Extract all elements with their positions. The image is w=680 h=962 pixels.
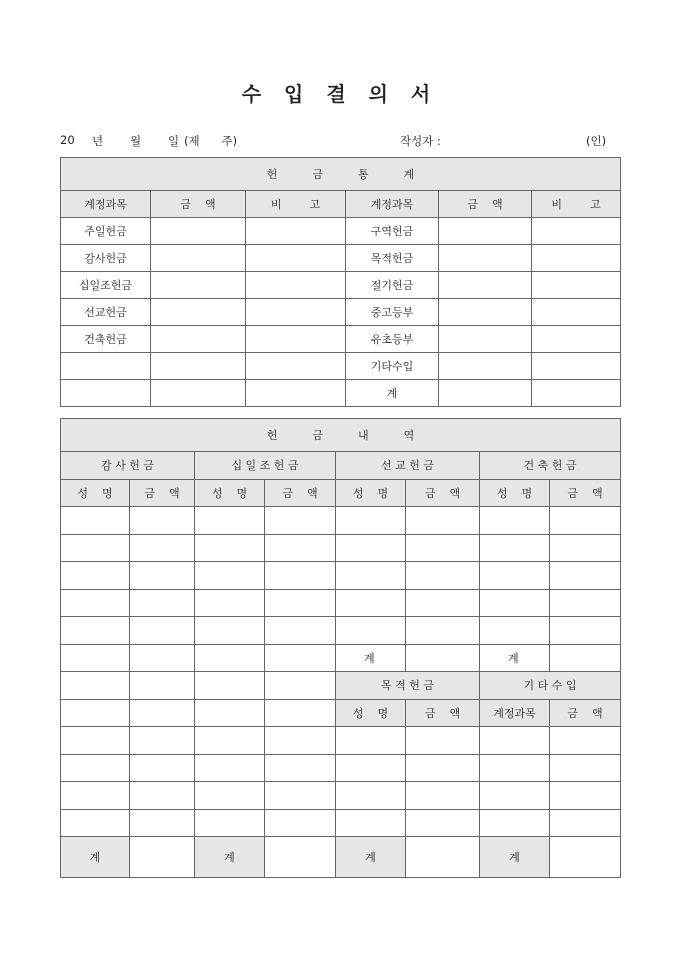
sum-amount-field[interactable] bbox=[439, 380, 532, 407]
thanks-sum-field[interactable] bbox=[130, 837, 195, 878]
account-header: 계정과목 bbox=[480, 699, 550, 727]
entry-cell[interactable] bbox=[130, 534, 195, 562]
entry-cell[interactable] bbox=[265, 809, 336, 837]
sum-label: 계 bbox=[346, 380, 439, 407]
entry-cell[interactable] bbox=[550, 534, 621, 562]
table-row bbox=[61, 272, 621, 299]
entry-cell[interactable] bbox=[265, 562, 336, 590]
note-field[interactable] bbox=[532, 380, 621, 407]
entry-cell[interactable] bbox=[265, 754, 336, 782]
other-sum-label: 계 bbox=[480, 837, 550, 878]
entry-cell[interactable] bbox=[265, 589, 336, 617]
account-cell: 선교헌금 bbox=[61, 299, 151, 326]
seal-label: (인) bbox=[586, 134, 607, 148]
entry-cell[interactable] bbox=[406, 589, 480, 617]
date-year-prefix: 20 bbox=[60, 133, 75, 147]
entry-cell[interactable] bbox=[61, 727, 130, 755]
other-sum-field[interactable] bbox=[550, 837, 621, 878]
table-row bbox=[61, 299, 621, 326]
table-row bbox=[61, 644, 621, 672]
account-cell: 기타수입 bbox=[346, 353, 439, 380]
entry-cell[interactable] bbox=[195, 782, 265, 810]
entry-cell[interactable] bbox=[265, 782, 336, 810]
amount-header: 금 액 bbox=[130, 479, 195, 507]
amount-field[interactable] bbox=[151, 326, 246, 353]
amount-field[interactable] bbox=[151, 353, 246, 380]
entry-cell[interactable] bbox=[265, 644, 336, 672]
note-field[interactable] bbox=[246, 380, 346, 407]
entry-cell[interactable] bbox=[550, 754, 621, 782]
amount-header: 금 액 bbox=[406, 479, 480, 507]
cash-stats-header-row bbox=[61, 191, 621, 218]
entry-cell[interactable] bbox=[195, 589, 265, 617]
entry-cell[interactable] bbox=[130, 617, 195, 645]
entry-cell[interactable] bbox=[550, 617, 621, 645]
entry-cell[interactable] bbox=[336, 809, 406, 837]
group-mission-offering: 선 교 헌 금 bbox=[336, 452, 480, 480]
entry-cell[interactable] bbox=[195, 754, 265, 782]
cash-details-table bbox=[60, 418, 621, 878]
entry-cell[interactable] bbox=[550, 782, 621, 810]
account-cell: 유초등부 bbox=[346, 326, 439, 353]
table-row bbox=[61, 589, 621, 617]
table-row bbox=[61, 617, 621, 645]
amount-field[interactable] bbox=[151, 218, 246, 245]
entry-cell[interactable] bbox=[336, 727, 406, 755]
entry-cell[interactable] bbox=[265, 507, 336, 535]
building-sum-label: 계 bbox=[480, 644, 550, 672]
amount-field[interactable] bbox=[439, 218, 532, 245]
col-header-amount: 금 액 bbox=[439, 191, 532, 218]
entry-cell[interactable] bbox=[265, 534, 336, 562]
entry-cell[interactable] bbox=[195, 699, 265, 727]
note-field[interactable] bbox=[532, 299, 621, 326]
note-field[interactable] bbox=[246, 326, 346, 353]
group-purpose-offering: 목 적 헌 금 bbox=[336, 672, 480, 700]
entry-cell[interactable] bbox=[550, 507, 621, 535]
col-header-note: 비 고 bbox=[532, 191, 621, 218]
entry-cell[interactable] bbox=[265, 617, 336, 645]
entry-cell[interactable] bbox=[550, 809, 621, 837]
entry-cell[interactable] bbox=[130, 672, 195, 700]
group-thanks-offering: 감 사 헌 금 bbox=[61, 452, 195, 480]
entry-cell[interactable] bbox=[195, 644, 265, 672]
name-header: 성 명 bbox=[336, 479, 406, 507]
entry-cell[interactable] bbox=[130, 782, 195, 810]
amount-field[interactable] bbox=[439, 353, 532, 380]
account-cell: 목적헌금 bbox=[346, 245, 439, 272]
table-row bbox=[61, 245, 621, 272]
entry-cell[interactable] bbox=[130, 589, 195, 617]
entry-cell[interactable] bbox=[480, 589, 550, 617]
sum-row bbox=[61, 837, 621, 878]
purpose-sum-field[interactable] bbox=[406, 837, 480, 878]
account-cell: 구역헌금 bbox=[346, 218, 439, 245]
account-cell: 감사헌금 bbox=[61, 245, 151, 272]
entry-cell[interactable] bbox=[61, 672, 130, 700]
note-field[interactable] bbox=[532, 326, 621, 353]
note-field[interactable] bbox=[532, 272, 621, 299]
col-header-account: 계정과목 bbox=[346, 191, 439, 218]
entry-cell[interactable] bbox=[130, 644, 195, 672]
entry-cell[interactable] bbox=[406, 507, 480, 535]
table-row bbox=[61, 218, 621, 245]
tithe-sum-label: 계 bbox=[195, 837, 265, 878]
account-cell: 주일헌금 bbox=[61, 218, 151, 245]
col-header-note: 비 고 bbox=[246, 191, 346, 218]
table-row bbox=[61, 507, 621, 535]
entry-cell[interactable] bbox=[406, 754, 480, 782]
thanks-sum-label: 계 bbox=[61, 837, 130, 878]
sub-header-row bbox=[61, 479, 621, 507]
note-field[interactable] bbox=[246, 353, 346, 380]
entry-cell[interactable] bbox=[61, 754, 130, 782]
group-tithe: 십 일 조 헌 금 bbox=[195, 452, 336, 480]
entry-cell[interactable] bbox=[406, 809, 480, 837]
entry-cell[interactable] bbox=[195, 534, 265, 562]
entry-cell[interactable] bbox=[265, 727, 336, 755]
entry-cell[interactable] bbox=[195, 727, 265, 755]
date-month-label: 월 bbox=[130, 134, 142, 148]
account-cell: 중고등부 bbox=[346, 299, 439, 326]
cash-stats-title: 헌 금 통 계 bbox=[61, 158, 621, 191]
entry-cell[interactable] bbox=[61, 507, 130, 535]
entry-cell[interactable] bbox=[336, 507, 406, 535]
table-row bbox=[61, 754, 621, 782]
entry-cell[interactable] bbox=[480, 562, 550, 590]
table-row bbox=[61, 562, 621, 590]
entry-cell[interactable] bbox=[61, 617, 130, 645]
mission-sum-label: 계 bbox=[336, 644, 406, 672]
table-row bbox=[61, 353, 621, 380]
entry-cell[interactable] bbox=[480, 782, 550, 810]
name-header: 성 명 bbox=[336, 699, 406, 727]
account-cell: 십일조헌금 bbox=[61, 272, 151, 299]
name-header: 성 명 bbox=[61, 479, 130, 507]
entry-cell[interactable] bbox=[406, 617, 480, 645]
entry-cell[interactable] bbox=[480, 507, 550, 535]
purpose-sum-label: 계 bbox=[336, 837, 406, 878]
entry-cell[interactable] bbox=[61, 644, 130, 672]
entry-cell[interactable] bbox=[480, 617, 550, 645]
entry-cell[interactable] bbox=[406, 534, 480, 562]
name-header: 성 명 bbox=[195, 479, 265, 507]
amount-field[interactable] bbox=[439, 326, 532, 353]
amount-field[interactable] bbox=[151, 272, 246, 299]
entry-cell[interactable] bbox=[336, 562, 406, 590]
entry-cell[interactable] bbox=[406, 782, 480, 810]
entry-cell[interactable] bbox=[195, 562, 265, 590]
table-row bbox=[61, 727, 621, 755]
group-other-income: 기 타 수 입 bbox=[480, 672, 621, 700]
entry-cell[interactable] bbox=[130, 754, 195, 782]
table-row bbox=[61, 672, 621, 700]
entry-cell[interactable] bbox=[550, 727, 621, 755]
amount-field[interactable] bbox=[151, 299, 246, 326]
entry-cell[interactable] bbox=[480, 809, 550, 837]
entry-cell[interactable] bbox=[336, 534, 406, 562]
page-title: 수 입 결 의 서 bbox=[241, 82, 439, 106]
cash-stats-table bbox=[60, 157, 621, 407]
entry-cell[interactable] bbox=[336, 782, 406, 810]
entry-cell[interactable] bbox=[61, 534, 130, 562]
amount-field[interactable] bbox=[439, 299, 532, 326]
amount-header: 금 액 bbox=[550, 699, 621, 727]
table-row bbox=[61, 809, 621, 837]
entry-cell[interactable] bbox=[406, 727, 480, 755]
amount-header: 금 액 bbox=[550, 479, 621, 507]
entry-cell[interactable] bbox=[480, 727, 550, 755]
entry-cell[interactable] bbox=[61, 589, 130, 617]
entry-cell[interactable] bbox=[130, 562, 195, 590]
entry-cell[interactable] bbox=[61, 809, 130, 837]
account-cell[interactable] bbox=[61, 380, 151, 407]
mission-sum-field[interactable] bbox=[406, 644, 480, 672]
amount-field[interactable] bbox=[439, 245, 532, 272]
table-row bbox=[61, 534, 621, 562]
col-header-amount: 금 액 bbox=[151, 191, 246, 218]
amount-field[interactable] bbox=[439, 272, 532, 299]
entry-cell[interactable] bbox=[195, 672, 265, 700]
note-field[interactable] bbox=[532, 353, 621, 380]
entry-cell[interactable] bbox=[130, 727, 195, 755]
note-field[interactable] bbox=[246, 272, 346, 299]
entry-cell[interactable] bbox=[480, 534, 550, 562]
entry-cell[interactable] bbox=[406, 562, 480, 590]
week-label: (제 주) bbox=[184, 134, 238, 148]
amount-field[interactable] bbox=[151, 380, 246, 407]
table-row bbox=[61, 326, 621, 353]
amount-field[interactable] bbox=[151, 245, 246, 272]
entry-cell[interactable] bbox=[336, 754, 406, 782]
table-row bbox=[61, 380, 621, 407]
entry-cell[interactable] bbox=[130, 507, 195, 535]
table-row bbox=[61, 782, 621, 810]
entry-cell[interactable] bbox=[550, 562, 621, 590]
col-header-account: 계정과목 bbox=[61, 191, 151, 218]
tithe-sum-field[interactable] bbox=[265, 837, 336, 878]
account-cell: 절기헌금 bbox=[346, 272, 439, 299]
note-field[interactable] bbox=[246, 245, 346, 272]
entry-cell[interactable] bbox=[336, 617, 406, 645]
entry-cell[interactable] bbox=[195, 507, 265, 535]
entry-cell[interactable] bbox=[265, 699, 336, 727]
entry-cell[interactable] bbox=[550, 589, 621, 617]
note-field[interactable] bbox=[246, 299, 346, 326]
entry-cell[interactable] bbox=[195, 809, 265, 837]
amount-header: 금 액 bbox=[265, 479, 336, 507]
group-header-row bbox=[61, 452, 621, 480]
entry-cell[interactable] bbox=[61, 562, 130, 590]
entry-cell[interactable] bbox=[130, 699, 195, 727]
account-cell[interactable] bbox=[61, 353, 151, 380]
author-label: 작성자 : bbox=[400, 134, 441, 148]
account-cell: 건축헌금 bbox=[61, 326, 151, 353]
cash-details-title: 헌 금 내 역 bbox=[61, 419, 621, 452]
note-field[interactable] bbox=[532, 218, 621, 245]
entry-cell[interactable] bbox=[130, 809, 195, 837]
name-header: 성 명 bbox=[480, 479, 550, 507]
entry-cell[interactable] bbox=[61, 699, 130, 727]
entry-cell[interactable] bbox=[61, 782, 130, 810]
entry-cell[interactable] bbox=[480, 754, 550, 782]
building-sum-field[interactable] bbox=[550, 644, 621, 672]
entry-cell[interactable] bbox=[195, 617, 265, 645]
date-year-label: 년 bbox=[92, 134, 104, 148]
group-building-offering: 건 축 헌 금 bbox=[480, 452, 621, 480]
table-row bbox=[61, 699, 621, 727]
entry-cell[interactable] bbox=[265, 672, 336, 700]
amount-header: 금 액 bbox=[406, 699, 480, 727]
entry-cell[interactable] bbox=[336, 589, 406, 617]
note-field[interactable] bbox=[246, 218, 346, 245]
note-field[interactable] bbox=[532, 245, 621, 272]
date-day-label: 일 bbox=[168, 134, 180, 148]
